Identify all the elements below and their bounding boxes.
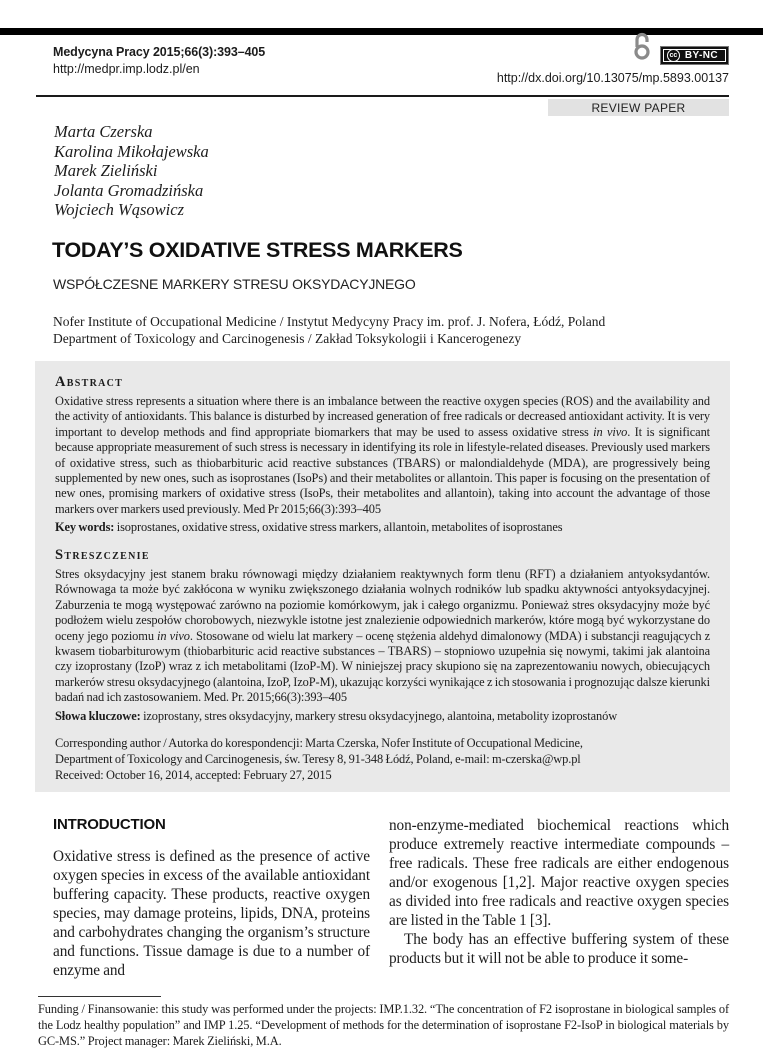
body-paragraph: non-enzyme-mediated biochemical reactions which produce extremely reactive intermediate compounds – free radicals. These free radicals are either endogenous and/or exogenous [1,2]. Major reactive oxygen species as divided into free radicals and reactive oxygen species are listed in the Table 1 [3]. (389, 817, 729, 930)
body-left-column (53, 816, 370, 980)
correspondence-line: Corresponding author / Autorka do korespondencji: Marta Czerska, Nofer Institute of Occupational Medicine, (55, 736, 583, 751)
slowa-kluczowe-text: izoprostany, stres oksydacyjny, markery stresu oksydacyjnego, alantoina, metabolity izoprostanów (140, 708, 618, 723)
abstract-text (55, 394, 710, 517)
affiliation-line: Department of Toxicology and Carcinogenesis / Zakład Toksykologii i Kancerogenezy (53, 330, 522, 346)
header-right-block (497, 31, 729, 85)
doi-url: http://dx.doi.org/10.13075/mp.5893.00137 (496, 71, 729, 85)
abstract-box (35, 361, 730, 793)
abstract-text-start: Oxidative stress represents a situation where there is an imbalance between the reactive oxygen species (ROS) and the availability and the activity of antioxidants. This balance is disturbed by increased generation of free radicals or decreased antioxidant activity. It is very important to develop methods and find appropriate biomarkers that may be used to assess oxidative stress (55, 393, 710, 439)
author-name: Jolanta Gromadzińska (54, 180, 204, 200)
creative-commons-icon: cc (667, 49, 680, 62)
journal-reference: Medycyna Pracy 2015;66(3):393–405 (53, 45, 266, 59)
author-list (54, 122, 763, 220)
abstract-text-end: . It is significant because appropriate measurement of such stress is necessary in identifying its role in lifestyle-related diseases. Previously used markers of oxidative stress, such as thiobarbituric acid reactive substances (TBARS) or malondialdehyde (MDA), are progressively being supplemented by new ones, such as isoprostanes (IsoPs) and their metabolites or allantoin. This paper is focusing on the presentation of new ones, promising markers of oxidative stress (IsoPs, their metabolites and allantoin), taking into account the advantage of those markers over markers used previously. Med Pr 2015;66(3):393–405 (55, 424, 711, 516)
received-accepted-line: Received: October 16, 2014, accepted: February 27, 2015 (55, 767, 332, 782)
slowa-kluczowe-line (55, 709, 710, 724)
correspondence-block (55, 736, 710, 783)
funding-footnote-text: Funding / Finansowanie: this study was performed under the projects: IMP.1.32. “The concentration of F2 isoprostane in biological samples of the Lodz healthy population” and IMP 1.25. “Development of methods for the determination of isoprostane F2-IsoP in biological materials by GC-MS.” Project manager: Marek Zieliński, M.A. (38, 1002, 729, 1049)
correspondence-line: Department of Toxicology and Carcinogenesis, św. Teresy 8, 91-348 Łódź, Poland, e-mail: m-czerska@wp.pl (55, 751, 581, 766)
cc-by-nc-badge (660, 46, 729, 65)
license-label: BY-NC (684, 50, 718, 61)
affiliation-line: Nofer Institute of Occupational Medicine / Instytut Medycyny Pracy im. prof. J. Nofera, Łódź, Poland (53, 313, 606, 329)
open-access-icon (633, 31, 651, 65)
introduction-paragraph: Oxidative stress is defined as the presence of active oxygen species in excess of the available antioxidant buffering capacity. These products, reactive oxygen species, may damage proteins, lipids, DNA, proteins and carbohydrates changing the organism’s structure and functions. Tissue damage is due to a number of enzyme and (53, 848, 370, 980)
body-paragraph: The body has an effective buffering system of these products but it will not be able to produce it some- (389, 931, 729, 968)
page-header (53, 45, 729, 89)
streszczenie-text (55, 567, 710, 706)
author-name: Karolina Mikołajewska (54, 141, 209, 161)
affiliation-block (53, 313, 763, 347)
keywords-label: Key words: (55, 520, 115, 535)
body-columns (53, 816, 729, 980)
keywords-line (55, 520, 710, 535)
abstract-heading: Abstract (55, 373, 124, 390)
header-rule (36, 95, 729, 97)
keywords-text: isoprostanes, oxidative stress, oxidative stress markers, allantoin, metabolites of isoprostanes (114, 520, 563, 535)
footnote (38, 996, 729, 1049)
slowa-kluczowe-label: Słowa kluczowe: (55, 708, 141, 723)
journal-url: http://medpr.imp.lodz.pl/en (53, 62, 200, 76)
streszczenie-text-end: . Stosowane od wielu lat markery – ocenę stężenia aldehyd dimalonowy (MDA) i substancji reagujących z kwasem tiobarbiturowym (thiobarbituric acid reactive substances – TBARS) – stopniowo uzupełnia się nowymi, takimi jak alantoina czy izoprostany (IzoP) wraz z ich metabolitami (IzoP-M). W niniejszej pracy skupiono się na zaprezentowaniu nowych, obiecujących markerów stresu oksydacyjnego (alantoina, IzoP, IzoP-M), ukazując korzyści wynikające z ich stosowania i prognozując dalsze kierunki badań nad ich zastosowaniem. Med. Pr. 2015;66(3):393–405 (55, 628, 710, 705)
body-right-column (389, 816, 729, 980)
author-name: Wojciech Wąsowicz (54, 200, 184, 219)
paper-title: TODAY’S OXIDATIVE STRESS MARKERS (52, 237, 463, 262)
section-heading-introduction: INTRODUCTION (53, 816, 166, 834)
footnote-rule (38, 996, 161, 997)
paper-type-badge: REVIEW PAPER (548, 99, 729, 116)
streszczenie-text-start: Stres oksydacyjny jest stanem braku równowagi między działaniem reaktywnych form tlenu (RFT) a działaniem antyoksydantów. Równowaga ta może być zakłócona w wyniku zwiększonego działania wolnych rodników lub spadku aktywności antyoksydacyjnej. Zaburzenia te mogą występować zarówno na poziomie komórkowym, jak i całego organizmu. Ponieważ stres oksydacyjny może być podłożem wielu zespołów chorobowych, niezwykle istotne jest znalezienie odpowiednich markerów, które mogą być wykorzystane do oceny jego poziomu (55, 566, 710, 643)
author-name: Marta Czerska (54, 122, 153, 141)
abstract-text-italic: in vivo (593, 424, 628, 439)
author-name: Marek Zieliński (54, 161, 158, 180)
streszczenie-text-italic: in vivo (157, 628, 190, 643)
license-badge-row (633, 31, 729, 65)
streszczenie-heading: Streszczenie (55, 546, 150, 563)
paper-subtitle: WSPÓŁCZESNE MARKERY STRESU OKSYDACYJNEGO (53, 275, 416, 292)
